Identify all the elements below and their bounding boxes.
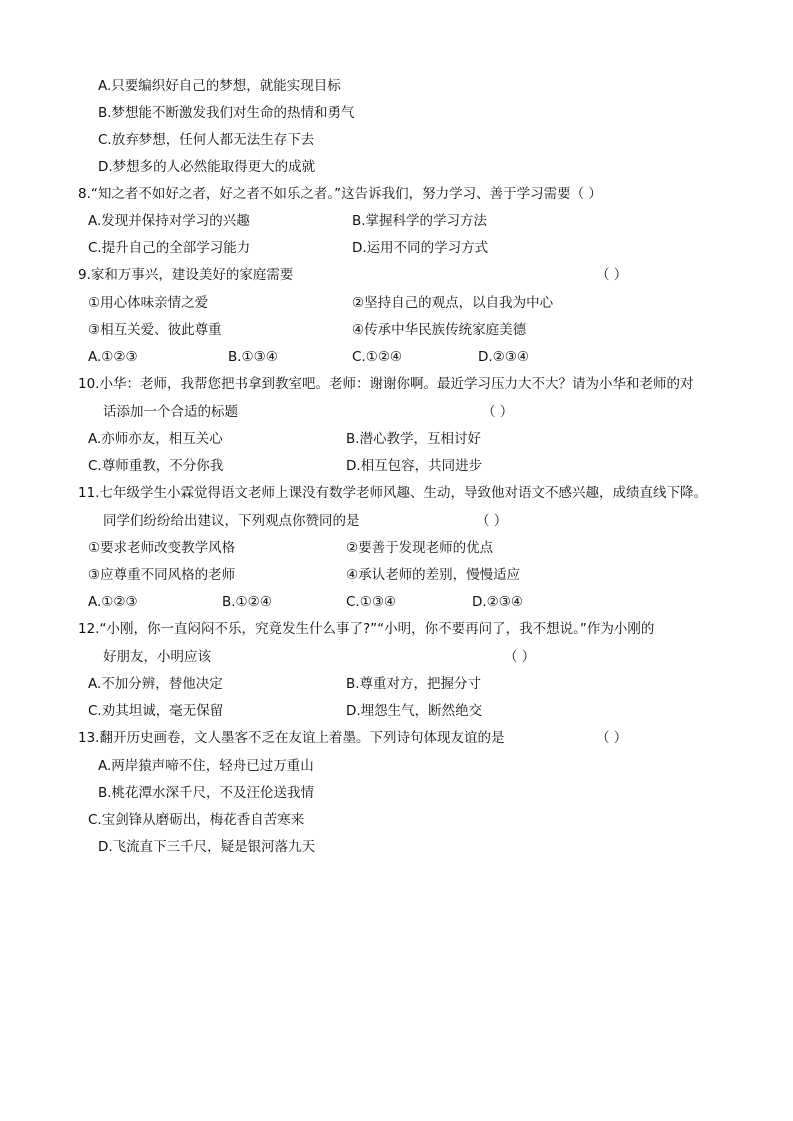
q10-option-b: B.潜心教学，互相讨好: [346, 431, 482, 447]
q12-answer-bracket: （ ）: [504, 649, 536, 665]
q9-option-c: C.①②④: [352, 349, 403, 365]
q12-stem-line-1: 12.“小刚，你一直闷闷不乐，究竟发生什么事了?”“小明，你不要再问了，我不想说。”作为小刚的: [78, 621, 655, 637]
q13-option-c: C.宝剑锋从磨砺出，梅花香自苦寒来: [88, 812, 305, 828]
q11-statement-3: ③应尊重不同风格的老师: [88, 567, 236, 583]
q9-statement-1: ①用心体味亲情之爱: [88, 295, 209, 311]
q8-stem: 8.“知之者不如好之者，好之者不如乐之者。”这告诉我们，努力学习、善于学习需要（ ）: [78, 186, 602, 202]
q11-answer-bracket: （ ）: [476, 513, 508, 529]
q9-answer-bracket: （ ）: [596, 267, 628, 283]
q8-option-c: C.提升自己的全部学习能力: [88, 240, 251, 256]
q10-option-a: A.亦师亦友，相互关心: [88, 431, 223, 447]
q10-stem-line-1: 10.小华：老师，我帮您把书拿到教室吧。老师：谢谢你啊。最近学习压力大不大？请为小华和老师的对: [78, 376, 694, 392]
q11-statement-4: ④承认老师的差别，慢慢适应: [346, 567, 521, 583]
q11-statement-2: ②要善于发现老师的优点: [346, 540, 494, 556]
q10-answer-bracket: （ ）: [482, 404, 514, 420]
q11-stem-line-1: 11.七年级学生小霖觉得语文老师上课没有数学老师风趣、生动，导致他对语文不感兴趣，成绩直线下降。: [78, 485, 707, 501]
q12-stem-line-2: 好朋友，小明应该: [103, 649, 211, 665]
q12-option-a: A.不加分辨，替他决定: [88, 676, 223, 692]
q8-option-d: D.运用不同的学习方式: [352, 240, 489, 256]
q7-option-d: D.梦想多的人必然能取得更大的成就: [98, 159, 316, 175]
q9-statement-2: ②坚持自己的观点，以自我为中心: [352, 295, 554, 311]
q11-option-b: B.①②④: [222, 594, 272, 610]
q9-stem: 9.家和万事兴，建设美好的家庭需要: [78, 267, 294, 283]
q13-option-b: B.桃花潭水深千尺，不及汪伦送我情: [98, 785, 315, 801]
q7-option-a: A.只要编织好自己的梦想，就能实现目标: [98, 78, 341, 94]
q10-option-d: D.相互包容，共同进步: [346, 458, 483, 474]
q12-option-b: B.尊重对方，把握分寸: [346, 676, 482, 692]
q7-option-c: C.放弃梦想，任何人都无法生存下去: [98, 132, 315, 148]
q10-stem-line-2: 话添加一个合适的标题: [103, 404, 238, 420]
q8-option-a: A.发现并保持对学习的兴趣: [88, 213, 250, 229]
q12-option-d: D.埋怨生气，断然绝交: [346, 703, 483, 719]
q11-option-a: A.①②③: [88, 594, 138, 610]
q11-option-d: D.②③④: [472, 594, 523, 610]
q12-option-c: C.劝其坦诚，毫无保留: [88, 703, 224, 719]
q9-statement-4: ④传承中华民族传统家庭美德: [352, 322, 527, 338]
q8-option-b: B.掌握科学的学习方法: [352, 213, 488, 229]
q11-option-c: C.①③④: [346, 594, 397, 610]
q9-option-a: A.①②③: [88, 349, 138, 365]
q13-option-a: A.两岸猿声啼不住，轻舟已过万重山: [98, 758, 314, 774]
q7-option-b: B.梦想能不断激发我们对生命的热情和勇气: [98, 105, 355, 121]
q10-option-c: C.尊师重教，不分你我: [88, 458, 224, 474]
q13-option-d: D.飞流直下三千尺，疑是银河落九天: [98, 839, 316, 855]
q13-stem: 13.翻开历史画卷，文人墨客不乏在友谊上着墨。下列诗句体现友谊的是: [78, 730, 505, 746]
q9-option-b: B.①③④: [228, 349, 278, 365]
q11-stem-line-2: 同学们纷纷给出建议，下列观点你赞同的是: [103, 513, 360, 529]
q13-answer-bracket: （ ）: [596, 730, 628, 746]
q9-statement-3: ③相互关爱、彼此尊重: [88, 322, 222, 338]
q9-option-d: D.②③④: [478, 349, 529, 365]
q11-statement-1: ①要求老师改变教学风格: [88, 540, 236, 556]
